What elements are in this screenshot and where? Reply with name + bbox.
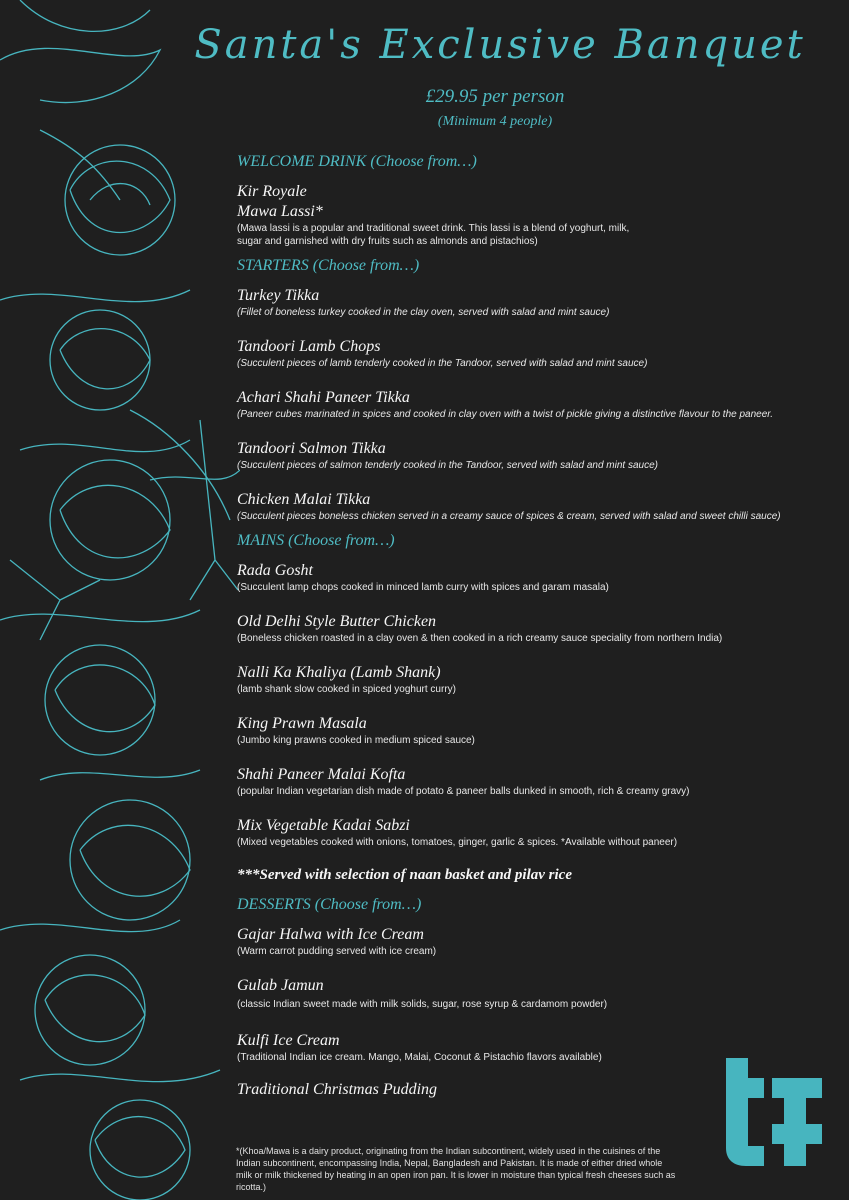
dish-description: (Jumbo king prawns cooked in medium spiced sauce) [237,735,475,746]
dish-name: Gulab Jamun [237,977,324,994]
dish-description: (Paneer cubes marinated in spices and cooked in clay oven with a twist of pickle giving a distinctive flavour to the paneer. [237,409,774,420]
dish-description: (Fillet of boneless turkey cooked in the clay oven, served with salad and mint sauce) [237,307,610,318]
dish-description: (Succulent pieces of salmon tenderly cooked in the Tandoor, served with salad and mint sauce) [237,460,658,471]
dish-name: Kir Royale [237,183,307,200]
dish-name: Chicken Malai Tikka [237,491,371,508]
price-per-person: £29.95 per person [425,86,565,107]
dish-name: Mawa Lassi* [237,203,323,220]
minimum-people: (Minimum 4 people) [437,114,553,129]
dish-description: (popular Indian vegetarian dish made of potato & paneer balls dunked in smooth, rich & creamy gravy) [237,786,690,797]
dish-description: (Succulent pieces boneless chicken served in a creamy sauce of spices & cream, served with salad and sweet chilli sauce) [237,511,781,522]
dish-name: Gajar Halwa with Ice Cream [237,926,424,943]
dish-name: Turkey Tikka [237,287,320,304]
dish-name: Tandoori Lamb Chops [237,338,381,355]
dish-description: (Mawa lassi is a popular and traditional sweet drink. This lassi is a blend of yoghurt, milk, sugar and garnished with dry fruits such as almonds and pistachios) [237,223,630,247]
section-heading-mains: MAINS (Choose from…) [237,532,395,549]
dish-name: Shahi Paneer Malai Kofta [237,766,406,783]
dish-name: Nalli Ka Khaliya (Lamb Shank) [237,664,441,681]
dish-description: (Mixed vegetables cooked with onions, tomatoes, ginger, garlic & spices. *Available without paneer) [237,837,678,848]
dish-description: (Succulent lamp chops cooked in minced lamb curry with spices and garam masala) [237,582,609,593]
dish-name: Old Delhi Style Butter Chicken [237,613,437,630]
floral-decoration [0,0,240,1200]
dish-name: Mix Vegetable Kadai Sabzi [237,817,410,834]
mains-serving-note: ***Served with selection of naan basket and pilav rice [237,867,572,883]
t7-monogram-logo-icon [722,1052,826,1170]
dish-name: Tandoori Salmon Tikka [237,440,386,457]
page-title: Santa's Exclusive Banquet [194,22,806,68]
dish-name: Achari Shahi Paneer Tikka [237,389,410,406]
section-heading-starters: STARTERS (Choose from…) [237,257,420,274]
footnote: *(Khoa/Mawa is a dairy product, originating from the Indian subcontinent, widely used in the cuisines of the Indian subcontinent, encompassing India, Nepal, Bangladesh and Pakistan. It is made of either dried whole milk or milk thickened by heating in an open iron pan. It is lower in moisture than typical fresh cheeses such as ricotta.) [236,1146,676,1192]
section-heading-welcome-drink: WELCOME DRINK (Choose from…) [237,153,477,170]
dish-description: (Warm carrot pudding served with ice cream) [237,946,437,957]
dish-description: (classic Indian sweet made with milk solids, sugar, rose syrup & cardamom powder) [237,999,608,1010]
dish-description: (Boneless chicken roasted in a clay oven & then cooked in a rich creamy sauce speciality from northern India) [237,633,723,644]
dish-name: Rada Gosht [237,562,313,579]
dish-description: (Succulent pieces of lamb tenderly cooked in the Tandoor, served with salad and mint sauce) [237,358,648,369]
dish-description: (Traditional Indian ice cream. Mango, Malai, Coconut & Pistachio flavors available) [237,1052,602,1063]
dish-name: Traditional Christmas Pudding [237,1081,438,1098]
dish-name: Kulfi Ice Cream [237,1032,340,1049]
menu [237,152,837,1100]
dish-name: King Prawn Masala [237,715,367,732]
section-heading-desserts: DESSERTS (Choose from…) [237,896,422,913]
dish-description: (lamb shank slow cooked in spiced yoghurt curry) [237,684,456,695]
